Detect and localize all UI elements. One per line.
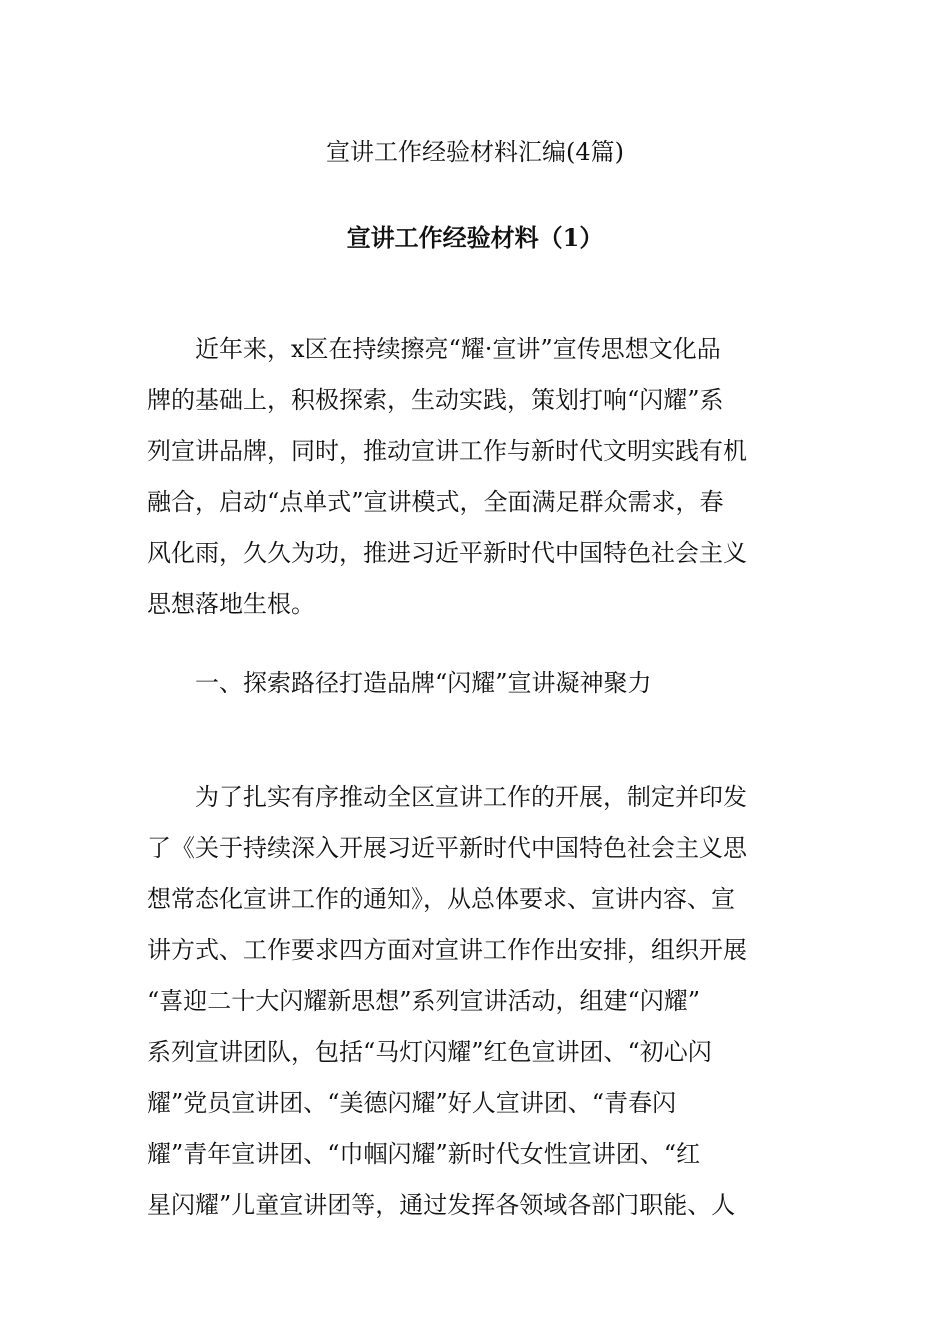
paragraph-line: 耀”青年宣讲团、“巾帼闪耀”新时代女性宣讲团、“红 <box>147 1140 701 1168</box>
paragraph-line: 为了扎实有序推动全区宣讲工作的开展，制定并印发 <box>195 783 747 811</box>
heading-text: 一、探索路径打造品牌“闪耀”宣讲凝神聚力 <box>195 669 652 697</box>
paragraph-line: 牌的基础上，积极探索，生动实践，策划打响“闪耀”系 <box>147 386 724 414</box>
paragraph-line: 融合，启动“点单式”宣讲模式，全面满足群众需求，春 <box>147 488 724 516</box>
paragraph-line: 系列宣讲团队，包括“马灯闪耀”红色宣讲团、“初心闪 <box>147 1038 712 1066</box>
paragraph-line: 列宣讲品牌，同时，推动宣讲工作与新时代文明实践有机 <box>147 437 747 465</box>
paragraph-intro <box>147 324 797 630</box>
paragraph-line: 了《关于持续深入开展习近平新时代中国特色社会主义思 <box>147 834 747 862</box>
section-title: 宣讲工作经验材料（1） <box>346 223 604 252</box>
paragraph-line: 耀”党员宣讲团、“美德闪耀”好人宣讲团、“青春闪 <box>147 1089 677 1117</box>
paragraph-line: 风化雨，久久为功，推进习近平新时代中国特色社会主义 <box>147 539 747 567</box>
paragraph-line: 思想落地生根。 <box>147 590 315 618</box>
paragraph-line: 近年来，x区在持续擦亮“耀·宣讲”宣传思想文化品 <box>195 335 721 363</box>
paragraph-line: 讲方式、工作要求四方面对宣讲工作作出安排，组织开展 <box>147 936 747 964</box>
document-title: 宣讲工作经验材料汇编(4篇) <box>326 138 624 166</box>
paragraph-line: “喜迎二十大闪耀新思想”系列宣讲活动，组建“闪耀” <box>147 987 701 1015</box>
paragraph-line: 星闪耀”儿童宣讲团等，通过发挥各领域各部门职能、人 <box>147 1191 736 1219</box>
paragraph-line: 想常态化宣讲工作的通知》，从总体要求、宣讲内容、宣 <box>147 885 735 913</box>
heading-section-one <box>147 658 797 709</box>
paragraph-section-one <box>147 772 797 1231</box>
